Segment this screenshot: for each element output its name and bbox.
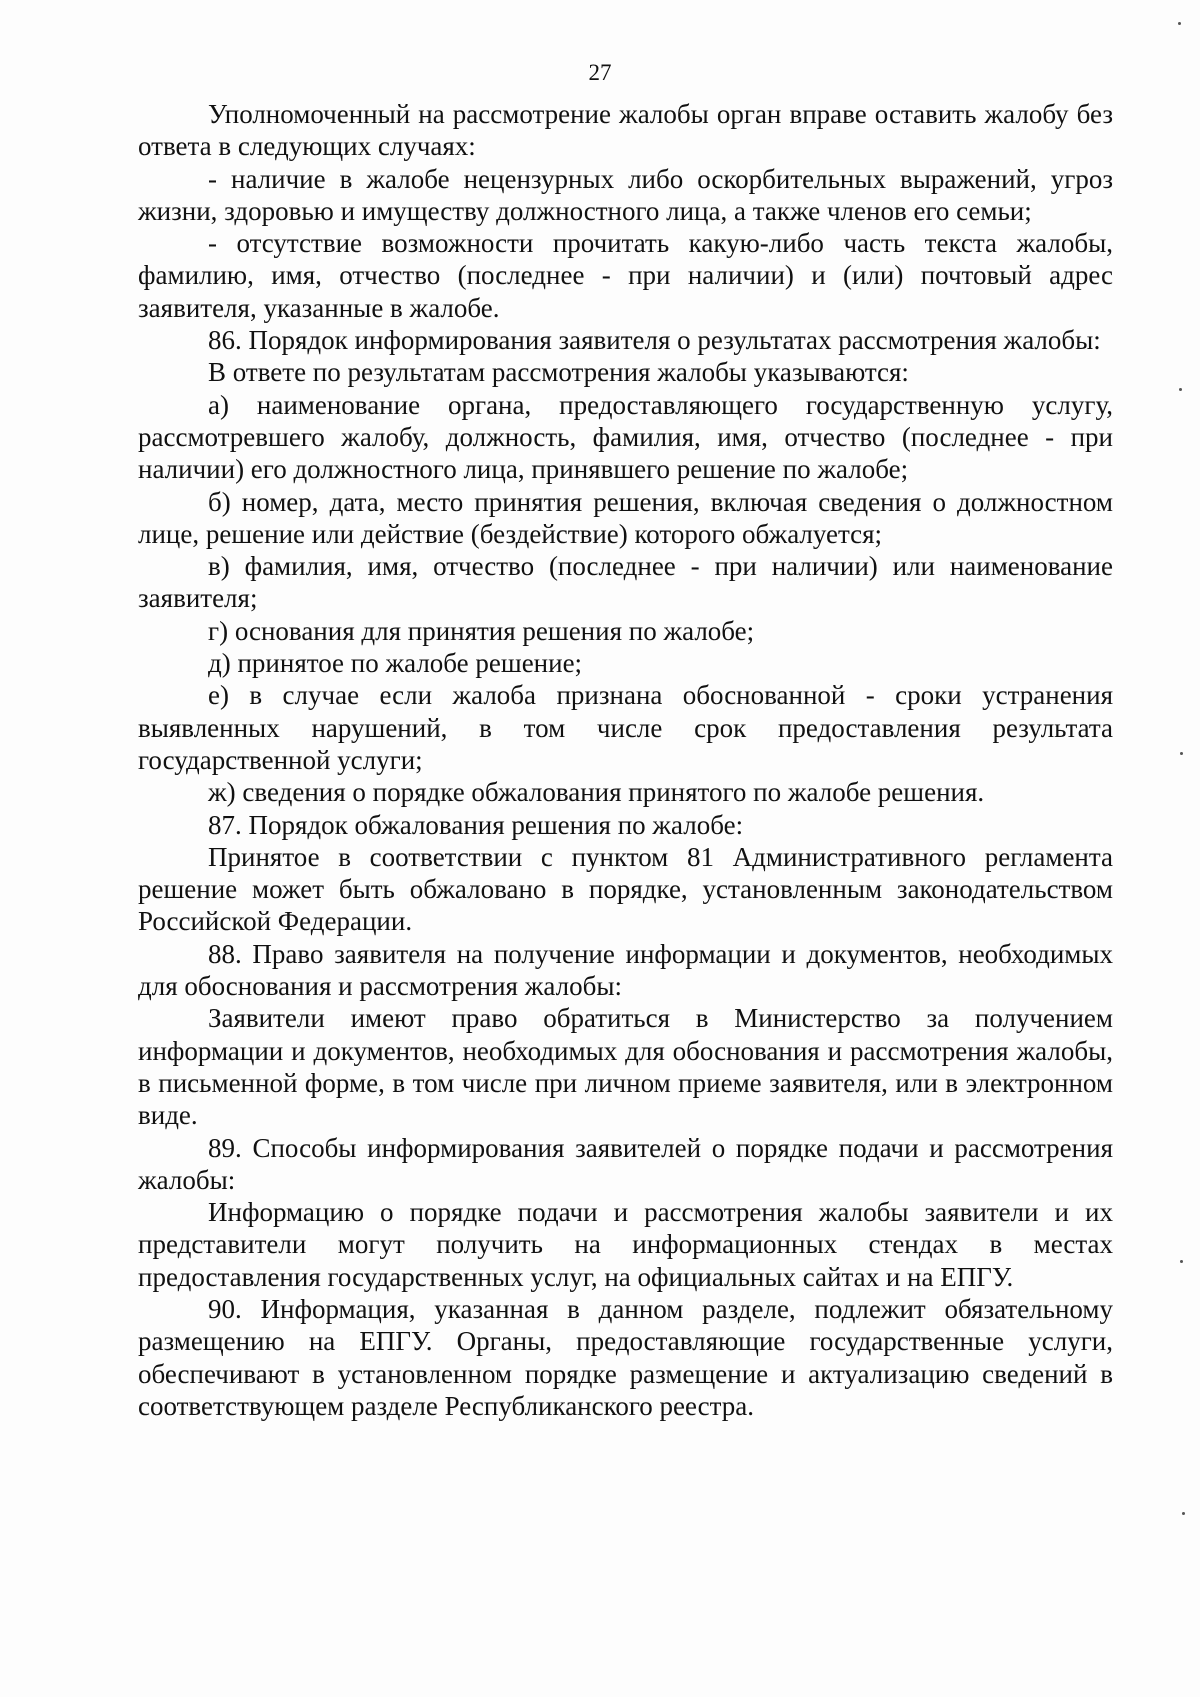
paragraph-89-body: Информацию о порядке подачи и рассмотрения жалобы заявители и их представители могут получить на информационных стендах в местах предоставления государственных услуг, на официальных сайтах и на ЕПГУ. bbox=[138, 1197, 1113, 1292]
paragraph-86-intro: В ответе по результатам рассмотрения жалобы указываются: bbox=[208, 357, 909, 388]
paragraph-87-heading: 87. Порядок обжалования решения по жалобе: bbox=[208, 809, 744, 840]
paragraph-89-heading: 89. Способы информирования заявителей о порядке подачи и рассмотрения жалобы: bbox=[138, 1132, 1113, 1195]
paragraph-intro: Уполномоченный на рассмотрение жалобы орган вправе оставить жалобу без ответа в следующих случаях: bbox=[138, 99, 1113, 162]
paragraph-86-d: д) принятое по жалобе решение; bbox=[208, 648, 583, 679]
paragraph-86-heading: 86. Порядок информирования заявителя о результатах рассмотрения жалобы: bbox=[208, 325, 1101, 356]
paragraph-86-zh: ж) сведения о порядке обжалования принятого по жалобе решения. bbox=[208, 777, 985, 808]
paragraph-86-v: в) фамилия, имя, отчество (последнее - при наличии) или наименование заявителя; bbox=[138, 551, 1113, 614]
scan-speck bbox=[1180, 752, 1183, 755]
scan-speck bbox=[1179, 388, 1182, 391]
scan-speck bbox=[1180, 1260, 1183, 1263]
scan-speck bbox=[1182, 1512, 1185, 1515]
paragraph-88-heading: 88. Право заявителя на получение информации и документов, необходимых для обоснования и рассмотрения жалобы: bbox=[138, 938, 1113, 1002]
scan-speck bbox=[1178, 22, 1181, 25]
paragraph-87-body: Принятое в соответствии с пунктом 81 Административного регламента решение может быть обжаловано в порядке, установленным законодательством Российской Федерации. bbox=[138, 841, 1113, 937]
paragraph-case-obscene: - наличие в жалобе нецензурных либо оскорбительных выражений, угроз жизни, здоровью и имуществу должностного лица, а также членов его семьи; bbox=[138, 163, 1113, 226]
paragraph-86-e: е) в случае если жалоба признана обоснованной - сроки устранения выявленных нарушений, в том числе срок предоставления результата государственной услуги; bbox=[138, 680, 1113, 775]
paragraph-86-a: а) наименование органа, предоставляющего государственную услугу, рассмотревшего жалобу, должность, фамилия, имя, отчество (последнее - при наличии) его должностного лица, принявшего решение по жалобе; bbox=[138, 389, 1113, 485]
paragraph-86-g: г) основания для принятия решения по жалобе; bbox=[208, 615, 755, 646]
document-body bbox=[138, 98, 1113, 1422]
page-number: 27 bbox=[588, 60, 612, 85]
paragraph-86-b: б) номер, дата, место принятия решения, включая сведения о должностном лице, решение или действие (бездействие) которого обжалуется; bbox=[138, 486, 1113, 549]
paragraph-88-body: Заявители имеют право обратиться в Министерство за получением информации и документов, необходимых для обоснования и рассмотрения жалобы, в письменной форме, в том числе при личном приеме заявителя, или в электронном виде. bbox=[138, 1003, 1113, 1131]
paragraph-90: 90. Информация, указанная в данном разделе, подлежит обязательному размещению на ЕПГУ. Органы, предоставляющие государственные услуги, обеспечивают в установленном порядке размещение и актуализацию сведений в соответствующем разделе Республиканского реестра. bbox=[138, 1293, 1113, 1421]
paragraph-case-unreadable: - отсутствие возможности прочитать какую-либо часть текста жалобы, фамилию, имя, отчество (последнее - при наличии) и (или) почтовый адрес заявителя, указанные в жалобе. bbox=[138, 228, 1113, 323]
